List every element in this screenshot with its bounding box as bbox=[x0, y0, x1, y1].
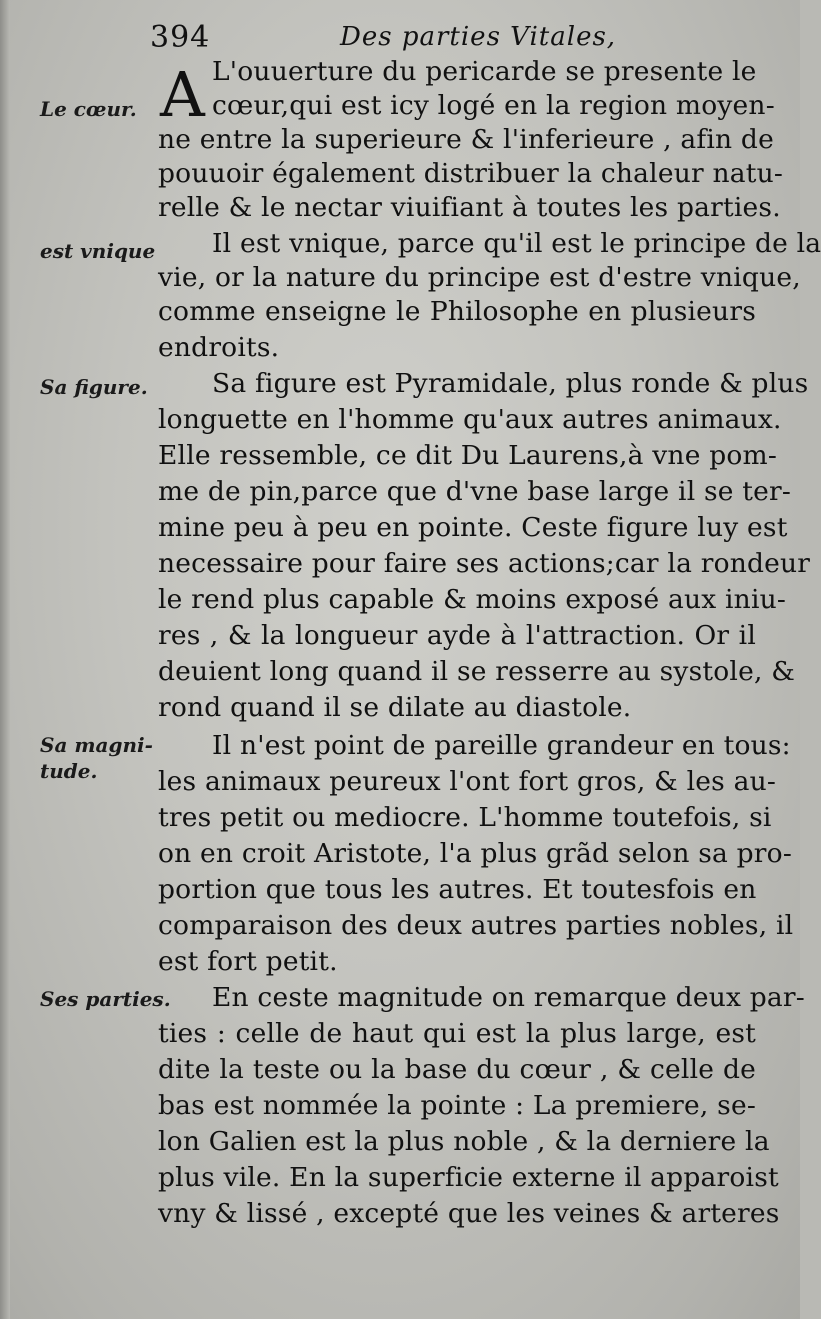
text-line: deuient long quand il se resserre au systole, & bbox=[158, 656, 795, 687]
running-head: Des parties Vitales, bbox=[340, 22, 617, 52]
text-line: ne entre la superieure & l'inferieure , afin de bbox=[158, 124, 774, 155]
text-line: L'ouuerture du pericarde se presente le bbox=[212, 56, 757, 87]
page-number: 394 bbox=[150, 20, 211, 55]
text-line: plus vile. En la superficie externe il apparoist bbox=[158, 1162, 779, 1193]
text-line: vie, or la nature du principe est d'estre vnique, bbox=[158, 262, 801, 293]
text-line: comparaison des deux autres parties nobles, il bbox=[158, 910, 794, 941]
page-edge-shadow bbox=[0, 0, 10, 1319]
text-line: on en croit Aristote, l'a plus grãd selon sa pro- bbox=[158, 838, 792, 869]
text-line: rond quand il se dilate au diastole. bbox=[158, 692, 632, 723]
text-line: comme enseigne le Philosophe en plusieurs bbox=[158, 296, 756, 327]
margin-note-le-coeur: Le cœur. bbox=[40, 97, 137, 121]
text-line: Il n'est point de pareille grandeur en tous: bbox=[212, 730, 791, 761]
text-line: pouuoir également distribuer la chaleur natu- bbox=[158, 158, 784, 189]
text-line: dite la teste ou la base du cœur , & celle de bbox=[158, 1054, 756, 1085]
text-line: Elle ressemble, ce dit Du Laurens,à vne pom- bbox=[158, 440, 777, 471]
text-line: est fort petit. bbox=[158, 946, 338, 977]
text-line: Il est vnique, parce qu'il est le principe de la bbox=[212, 228, 821, 259]
margin-note-sa-figure: Sa figure. bbox=[40, 375, 148, 399]
text-line: Sa figure est Pyramidale, plus ronde & plus bbox=[212, 368, 809, 399]
text-line: res , & la longueur ayde à l'attraction. Or il bbox=[158, 620, 756, 651]
margin-note-ses-parties: Ses parties. bbox=[40, 987, 171, 1011]
margin-note-tude: tude. bbox=[40, 759, 98, 783]
text-line: necessaire pour faire ses actions;car la rondeur bbox=[158, 548, 811, 579]
text-line: le rend plus capable & moins exposé aux iniu- bbox=[158, 584, 787, 615]
margin-note-est-vnique: est vnique bbox=[40, 239, 156, 263]
text-line: ties : celle de haut qui est la plus large, est bbox=[158, 1018, 756, 1049]
text-line: endroits. bbox=[158, 332, 280, 363]
page-header bbox=[0, 18, 800, 58]
text-line: me de pin,parce que d'vne base large il se ter- bbox=[158, 476, 792, 507]
text-line: longuette en l'homme qu'aux autres animaux. bbox=[158, 404, 782, 435]
margin-note-sa-magnitude: Sa magni- bbox=[40, 733, 153, 757]
text-line: lon Galien est la plus noble , & la derniere la bbox=[158, 1126, 770, 1157]
text-line: bas est nommée la pointe : La premiere, se- bbox=[158, 1090, 756, 1121]
text-line: portion que tous les autres. Et toutesfois en bbox=[158, 874, 757, 905]
text-line: cœur,qui est icy logé en la region moyen- bbox=[212, 90, 775, 121]
drop-cap: A bbox=[160, 58, 205, 131]
text-line: mine peu à peu en pointe. Ceste figure luy est bbox=[158, 512, 788, 543]
text-line: En ceste magnitude on remarque deux par- bbox=[212, 982, 805, 1013]
text-line: tres petit ou mediocre. L'homme toutefois, si bbox=[158, 802, 772, 833]
text-line: relle & le nectar viuifiant à toutes les parties. bbox=[158, 192, 781, 223]
text-line: vny & lissé , excepté que les veines & arteres bbox=[158, 1198, 780, 1229]
text-line: les animaux peureux l'ont fort gros, & les au- bbox=[158, 766, 776, 797]
